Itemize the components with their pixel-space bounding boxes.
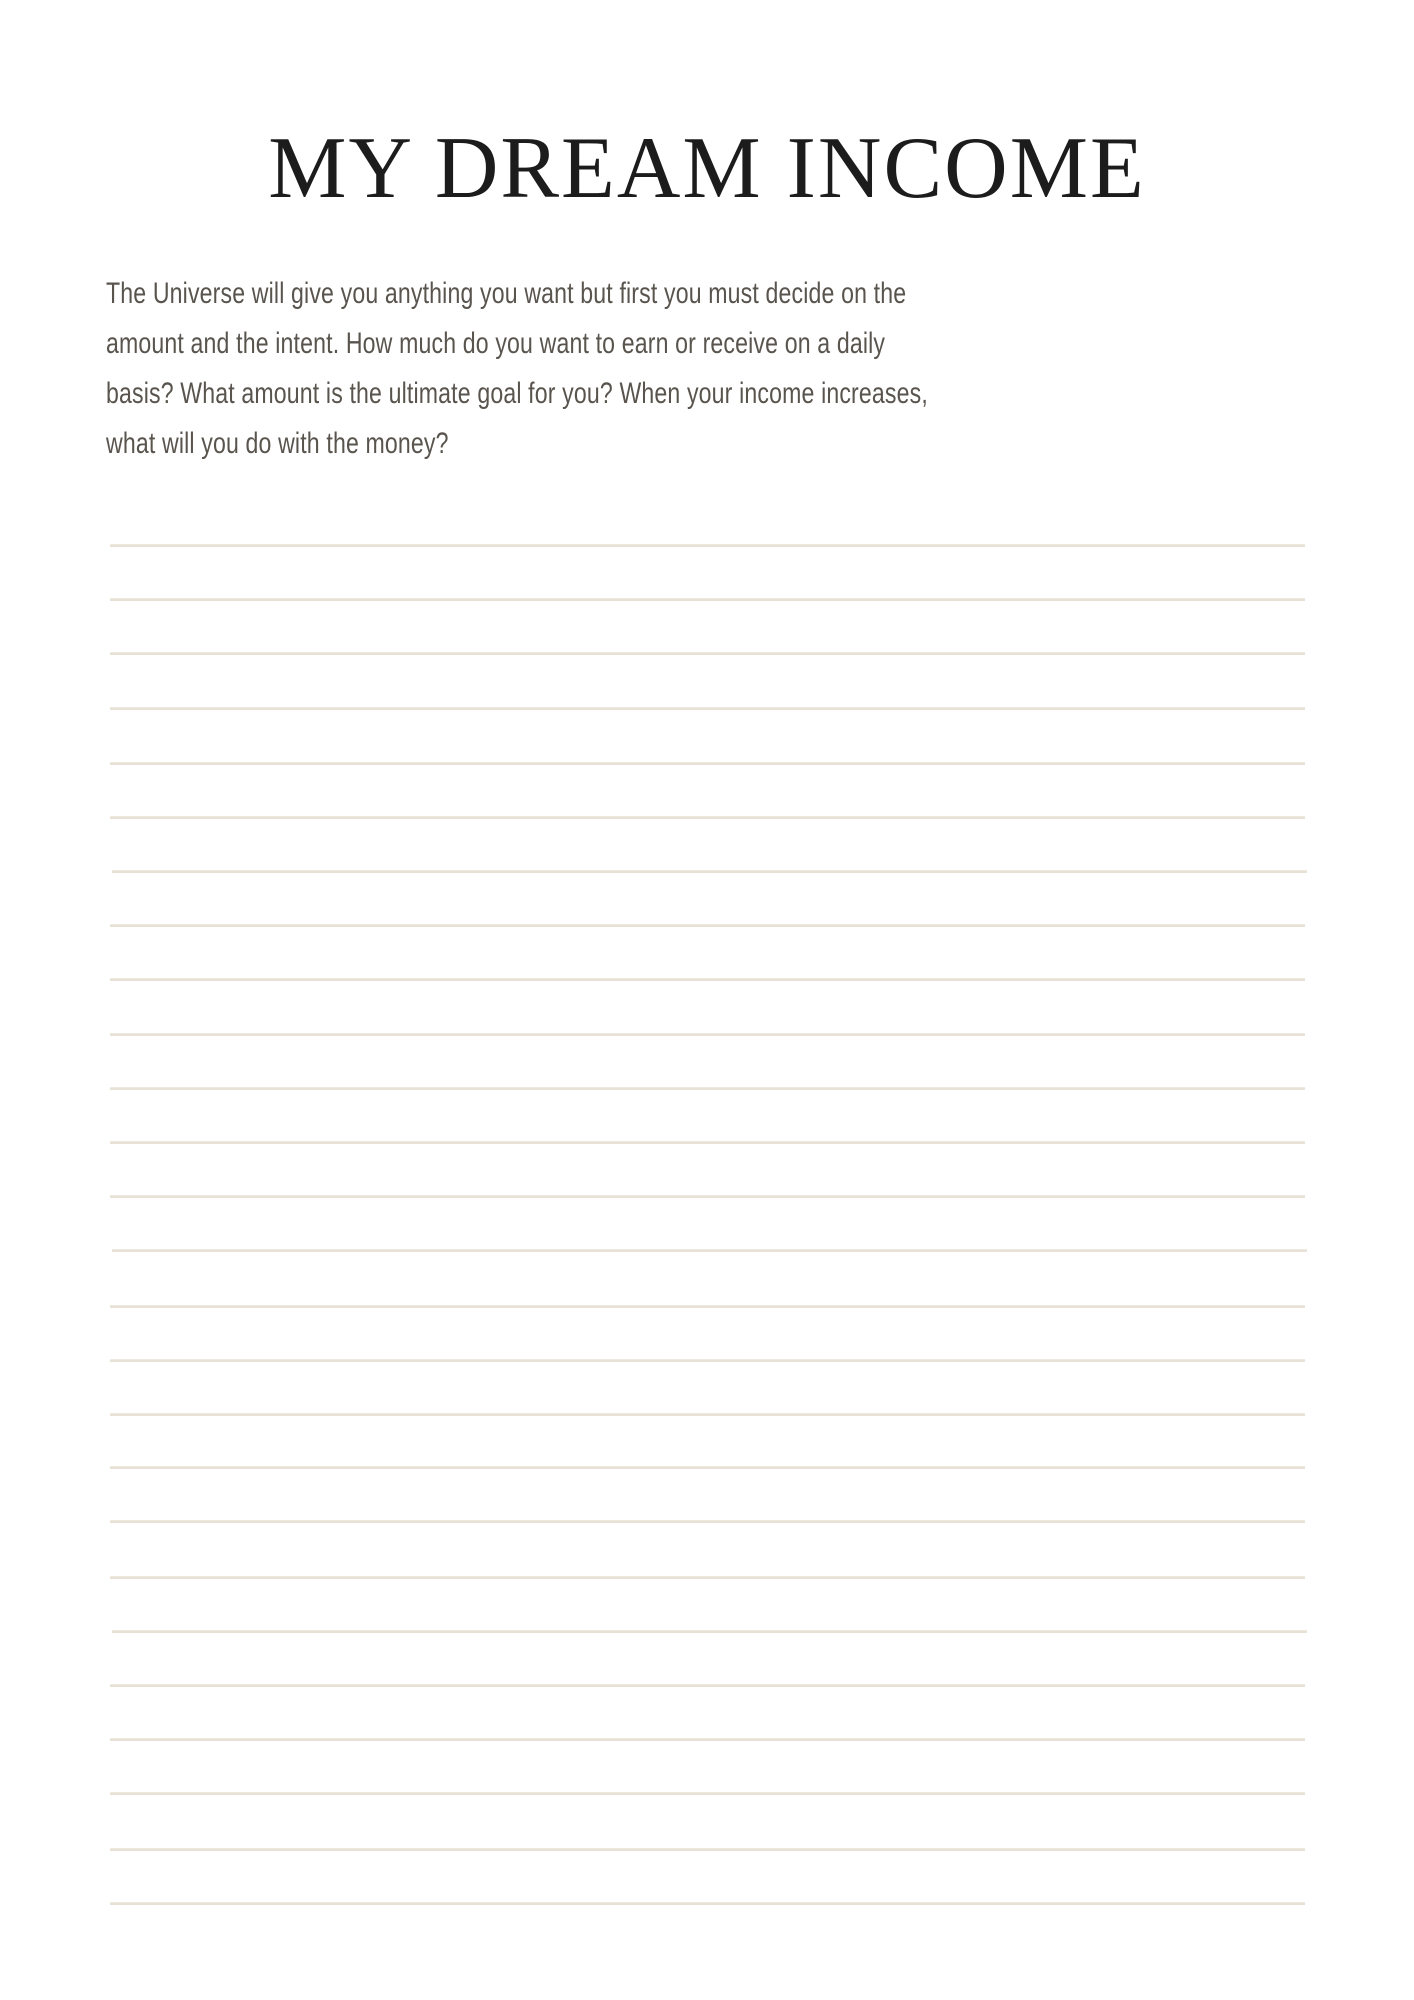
writing-line — [110, 1576, 1305, 1579]
writing-line — [112, 870, 1307, 873]
writing-line — [110, 762, 1305, 765]
page-title: MY DREAM INCOME — [268, 120, 1146, 217]
writing-line — [110, 924, 1305, 927]
writing-line — [110, 1141, 1305, 1144]
writing-line — [110, 707, 1305, 710]
writing-line — [110, 1413, 1305, 1416]
writing-line — [112, 1630, 1307, 1633]
writing-line — [110, 1087, 1305, 1090]
writing-line — [110, 1359, 1305, 1362]
writing-line — [110, 652, 1305, 655]
intro-line: basis? What amount is the ultimate goal for you? When your income increases, — [106, 377, 928, 410]
writing-line — [110, 1738, 1305, 1741]
writing-line — [110, 1684, 1305, 1687]
intro-paragraph — [106, 269, 928, 469]
writing-line — [110, 816, 1305, 819]
writing-line — [110, 1520, 1305, 1523]
writing-line — [110, 1195, 1305, 1198]
writing-line — [110, 544, 1305, 547]
writing-line — [110, 1305, 1305, 1308]
writing-area — [110, 544, 1305, 1905]
writing-line — [110, 1792, 1305, 1795]
intro-line: what will you do with the money? — [106, 427, 449, 460]
writing-line — [110, 1466, 1305, 1469]
writing-line — [110, 1033, 1305, 1036]
writing-line — [110, 1848, 1305, 1851]
intro-line: The Universe will give you anything you want but first you must decide on the — [106, 277, 907, 310]
writing-line — [110, 1902, 1305, 1905]
writing-line — [110, 598, 1305, 601]
writing-line — [112, 1249, 1307, 1252]
writing-line — [110, 978, 1305, 981]
intro-line: amount and the intent. How much do you want to earn or receive on a daily — [106, 327, 886, 360]
